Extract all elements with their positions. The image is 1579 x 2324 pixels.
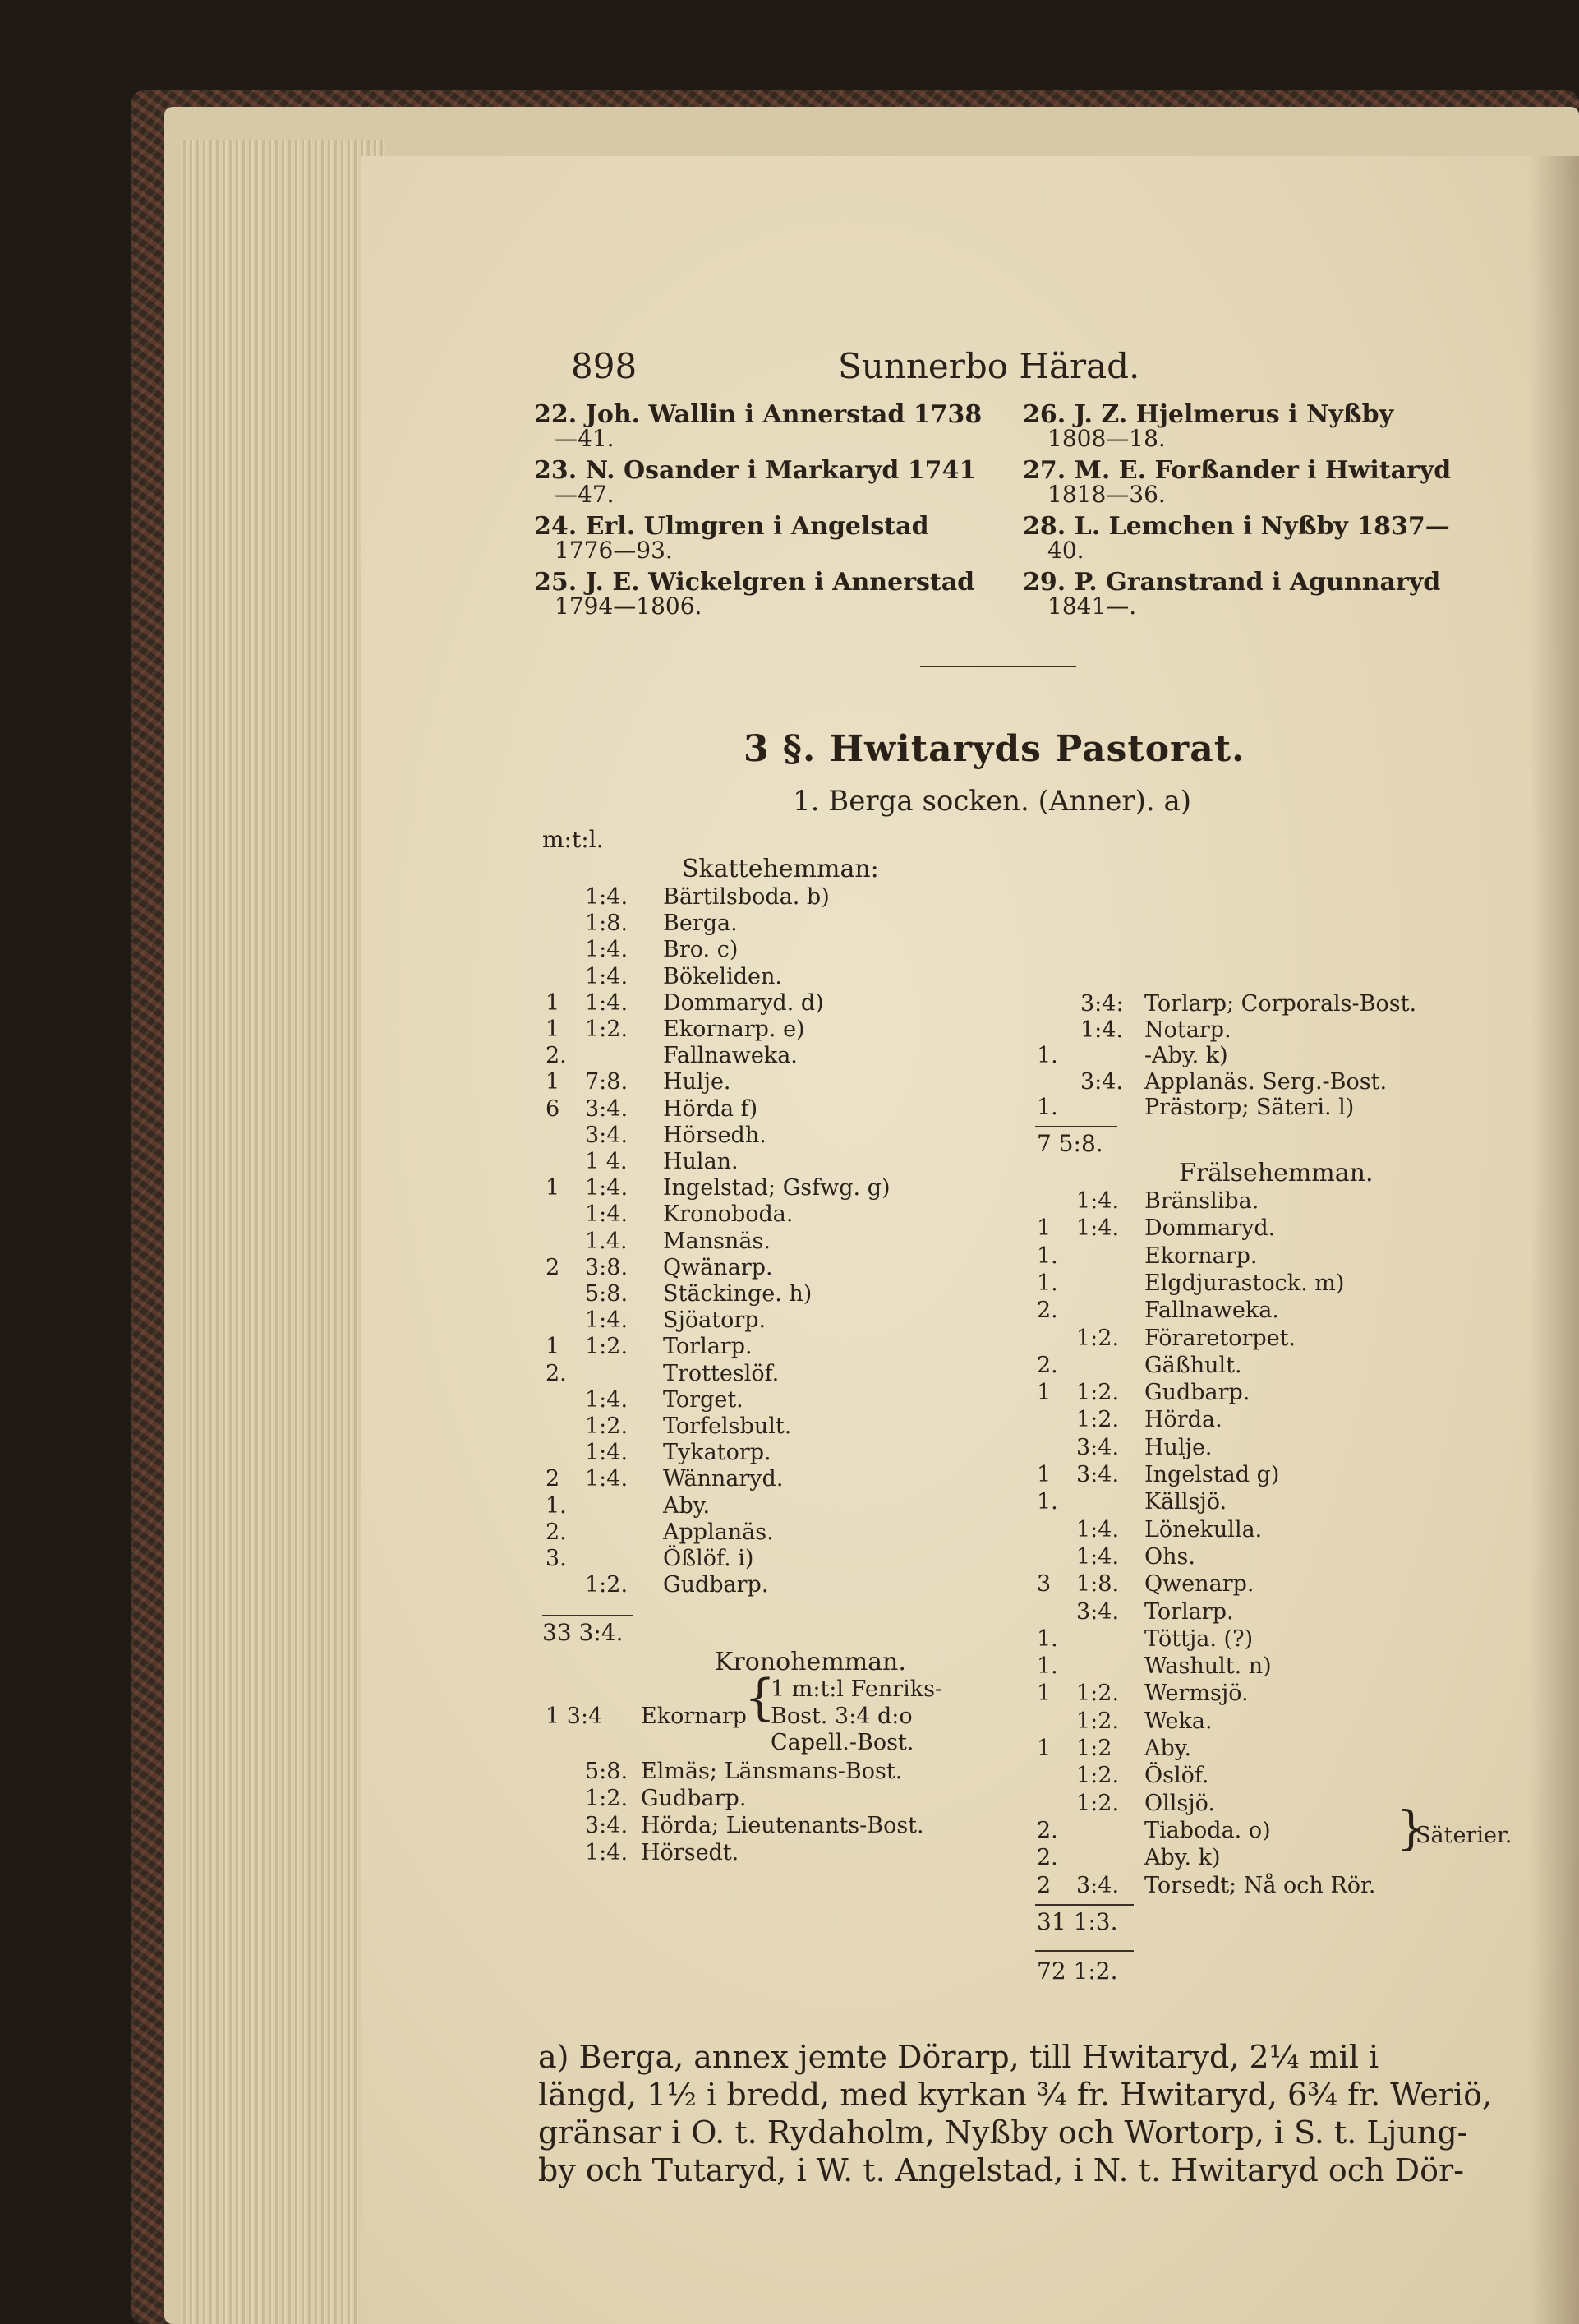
row-fraction: 3:4:	[1080, 991, 1124, 1017]
row-name: Torsedt; Nå och Rör.	[1144, 1872, 1376, 1898]
row-name: Aby. k)	[1144, 1845, 1221, 1871]
row-fraction: 3:4.	[1076, 1598, 1120, 1625]
row-fraction: 1.4.	[585, 1228, 628, 1254]
pastor-years: —41.	[555, 425, 615, 452]
row-name: Notarp.	[1144, 1017, 1231, 1043]
row-name: Washult. n)	[1144, 1653, 1272, 1680]
row-count: 2	[546, 1254, 560, 1280]
row-name: Hulje.	[1144, 1434, 1213, 1460]
page-edges	[181, 140, 386, 2324]
row-count: 1	[1037, 1681, 1052, 1707]
row-count: 2.	[1037, 1845, 1058, 1871]
row-fraction: 1:4.	[585, 1840, 628, 1865]
row-name: Hörda; Lieutenants-Bost.	[641, 1813, 924, 1838]
row-name: Aby.	[663, 1492, 711, 1519]
pastor-entry: 24. Erl. Ulmgren i Angelstad	[534, 512, 929, 541]
row-count: 1	[546, 1334, 560, 1360]
footnote-line: by och Tutaryd, i W. t. Angelstad, i N. t. Hwitaryd och Dör-	[538, 2152, 1464, 2188]
pastor-entry: 22. Joh. Wallin i Annerstad 1738	[534, 400, 983, 429]
footnote-line: a) Berga, annex jemte Dörarp, till Hwitaryd, 2¼ mil i	[538, 2039, 1379, 2075]
footnote-line: gränsar i O. t. Rydaholm, Nyßby och Wortorp, i S. t. Ljung-	[538, 2114, 1468, 2151]
total-rule	[1035, 1950, 1134, 1952]
row-name: Trotteslöf.	[663, 1360, 780, 1386]
row-count: 1.	[1037, 1653, 1058, 1680]
row-count: 6	[546, 1095, 560, 1122]
row-fraction: 1:4.	[1076, 1543, 1120, 1570]
row-fraction: 1:2.	[1076, 1681, 1120, 1707]
pastor-years: 1794—1806.	[555, 593, 702, 620]
row-name: Ingelstad g)	[1144, 1462, 1280, 1487]
row-fraction: 1:4.	[585, 1201, 628, 1228]
row-count: 1	[1037, 1215, 1052, 1242]
krono-first-name: Ekornarp	[641, 1704, 747, 1729]
unit-label: m:t:l.	[542, 826, 604, 853]
kronohemman-heading: Kronohemman.	[715, 1648, 906, 1676]
row-fraction: 3:4.	[1076, 1462, 1120, 1487]
krono-first-note-2: Bost. 3:4 d:o	[771, 1704, 913, 1729]
row-fraction: 1:2	[1076, 1736, 1112, 1761]
row-fraction: 1:2.	[1076, 1790, 1120, 1816]
row-fraction: 5:8.	[585, 1281, 628, 1307]
row-name: Bro. c)	[663, 937, 739, 963]
page-title: Sunnerbo Härad.	[838, 346, 1140, 386]
row-name: Ollsjö.	[1144, 1790, 1215, 1816]
row-name: Aby.	[1144, 1736, 1192, 1761]
row-fraction: 1:2.	[585, 1413, 628, 1439]
row-name: Torlarp.	[1144, 1598, 1234, 1625]
row-name: Torlarp; Corporals-Bost.	[1144, 991, 1417, 1017]
row-fraction: 3:4.	[1076, 1434, 1120, 1460]
row-name: Hörda f)	[663, 1095, 758, 1122]
row-fraction: 1:2.	[1076, 1763, 1120, 1789]
row-fraction: 1:4.	[1080, 1017, 1124, 1043]
row-name: Bränsliba.	[1144, 1188, 1259, 1214]
row-count: 1.	[1037, 1270, 1058, 1296]
pastor-entry: 29. P. Granstrand i Agunnaryd	[1023, 568, 1441, 597]
row-name: Qwänarp.	[663, 1254, 773, 1280]
pastor-entry: 28. L. Lemchen i Nyßby 1837—	[1023, 512, 1450, 541]
row-fraction: 1:4.	[1076, 1188, 1120, 1214]
row-fraction: 1:2.	[585, 1572, 628, 1598]
row-name: Gäßhult.	[1144, 1352, 1242, 1378]
row-count: 1.	[1037, 1243, 1058, 1269]
page-gutter-shadow	[1530, 156, 1579, 2324]
row-count: 1	[546, 1069, 560, 1095]
row-name: Qwenarp.	[1144, 1571, 1254, 1598]
skattehemman-heading: Skattehemman:	[682, 855, 879, 883]
row-fraction: 1:2.	[1076, 1708, 1120, 1734]
row-name: Stäckinge. h)	[663, 1281, 813, 1307]
row-name: Hörsedt.	[641, 1840, 739, 1865]
row-name: Ekornarp. e)	[663, 1017, 805, 1042]
row-name: Torfelsbult.	[663, 1413, 792, 1439]
row-fraction: 5:8.	[585, 1759, 628, 1784]
row-name: Tykatorp.	[663, 1440, 771, 1466]
row-count: 2.	[1037, 1817, 1058, 1843]
row-count: 1	[1037, 1380, 1052, 1406]
row-name: Dommaryd. d)	[663, 989, 824, 1016]
row-count: 3.	[546, 1546, 567, 1571]
row-fraction: 3:8.	[585, 1254, 628, 1280]
row-fraction: 1:2.	[585, 1017, 628, 1042]
row-fraction: 1 4.	[585, 1149, 628, 1174]
row-fraction: 3:4.	[1080, 1068, 1124, 1095]
row-name: Berga.	[663, 911, 738, 937]
section-title: 3 §. Hwitaryds Pastorat.	[743, 728, 1245, 770]
row-name: Ößlöf. i)	[663, 1546, 754, 1571]
row-fraction: 3:4.	[585, 1813, 628, 1838]
row-fraction: 1:4.	[585, 1386, 628, 1413]
brace: {	[744, 1669, 776, 1727]
row-name: Ohs.	[1144, 1543, 1195, 1570]
row-name: Hörda.	[1144, 1407, 1222, 1433]
row-name: Tiaboda. o)	[1144, 1817, 1271, 1843]
row-name: Föraretorpet.	[1144, 1325, 1296, 1351]
row-fraction: 3:4.	[585, 1095, 628, 1122]
row-fraction: 1:4.	[585, 937, 628, 963]
total-rule	[542, 1615, 633, 1616]
row-name: Ekornarp.	[1144, 1243, 1258, 1269]
row-count: 1.	[546, 1492, 567, 1519]
pastor-entry: 25. J. E. Wickelgren i Annerstad	[534, 568, 975, 597]
right-total-2: 72 1:2.	[1037, 1957, 1118, 1985]
row-fraction: 3:4.	[585, 1122, 628, 1148]
row-count: 1.	[1037, 1625, 1058, 1652]
subtotal-rule	[1035, 1126, 1117, 1127]
row-count: 1	[546, 989, 560, 1016]
row-name: Applanäs. Serg.-Bost.	[1144, 1068, 1388, 1095]
row-name: Hörsedh.	[663, 1122, 766, 1148]
row-count: 1.	[1037, 1043, 1058, 1068]
row-fraction: 1:4.	[585, 1307, 628, 1334]
row-fraction: 1:2.	[1076, 1407, 1120, 1433]
pastor-entry: 26. J. Z. Hjelmerus i Nyßby	[1023, 400, 1394, 429]
row-name: Gudbarp.	[641, 1786, 747, 1811]
total-rule	[1035, 1904, 1134, 1906]
row-name: Mansnäs.	[663, 1228, 771, 1254]
krono-first-note-3: Capell.-Bost.	[771, 1730, 914, 1755]
row-name: Öslöf.	[1144, 1763, 1209, 1789]
row-name: Fallnaweka.	[663, 1043, 798, 1069]
row-name: Töttja. (?)	[1144, 1625, 1254, 1652]
row-fraction: 1:4.	[585, 989, 628, 1016]
row-name: Torget.	[663, 1386, 743, 1413]
pastor-years: 1841—.	[1047, 593, 1137, 620]
row-count: 2	[546, 1466, 560, 1492]
pastor-years: —47.	[555, 481, 615, 508]
krono-first-fraction: 1 3:4	[546, 1704, 603, 1729]
row-fraction: 1:4.	[1076, 1516, 1120, 1542]
row-fraction: 1:4.	[1076, 1215, 1120, 1242]
row-fraction: 1:4.	[585, 1466, 628, 1492]
row-count: 2.	[546, 1360, 567, 1386]
row-fraction: 1:4.	[585, 1440, 628, 1466]
row-fraction: 1:4.	[585, 963, 628, 989]
left-total: 33 3:4.	[542, 1619, 624, 1646]
row-count: 1.	[1037, 1095, 1058, 1120]
pastor-entry: 27. M. E. Forßander i Hwitaryd	[1023, 456, 1452, 485]
row-fraction: 1:4.	[585, 1175, 628, 1201]
divider	[920, 666, 1076, 667]
krono-first-note-1: 1 m:t:l Fenriks-	[771, 1676, 943, 1702]
row-count: 2.	[546, 1043, 567, 1069]
row-fraction: 1:8.	[585, 911, 628, 937]
row-fraction: 1:2.	[585, 1786, 628, 1811]
row-name: Ingelstad; Gsfwg. g)	[663, 1175, 891, 1201]
row-fraction: 1:2.	[1076, 1325, 1120, 1351]
row-name: Wermsjö.	[1144, 1681, 1249, 1707]
pastor-years: 1818—36.	[1047, 481, 1166, 508]
row-fraction: 1:4.	[585, 884, 628, 910]
saterier-label: Säterier.	[1416, 1823, 1512, 1848]
row-name: Hulje.	[663, 1069, 731, 1095]
right-total-1: 31 1:3.	[1037, 1908, 1118, 1935]
row-name: -Aby. k)	[1144, 1043, 1228, 1068]
row-count: 2.	[1037, 1352, 1058, 1378]
row-name: Hulan.	[663, 1149, 739, 1174]
row-fraction: 1:2.	[585, 1334, 628, 1360]
row-name: Applanäs.	[663, 1519, 774, 1545]
row-name: Sjöatorp.	[663, 1307, 766, 1334]
row-count: 2	[1037, 1872, 1052, 1898]
right-subtotal: 7 5:8.	[1037, 1130, 1103, 1157]
row-fraction: 1:8.	[1076, 1571, 1120, 1598]
row-name: Fallnaweka.	[1144, 1298, 1279, 1324]
row-name: Gudbarp.	[1144, 1380, 1250, 1406]
fralsehemman-heading: Frälsehemman.	[1179, 1159, 1374, 1187]
row-name: Elgdjurastock. m)	[1144, 1270, 1345, 1296]
footnote-line: längd, 1½ i bredd, med kyrkan ¾ fr. Hwitaryd, 6¾ fr. Weriö,	[538, 2077, 1493, 2113]
row-name: Dommaryd.	[1144, 1215, 1276, 1242]
row-fraction: 1:2.	[1076, 1380, 1120, 1406]
brace: }	[1397, 1802, 1426, 1856]
row-name: Wännaryd.	[663, 1466, 784, 1492]
row-name: Källsjö.	[1144, 1489, 1227, 1515]
row-name: Weka.	[1144, 1708, 1213, 1734]
row-name: Bökeliden.	[663, 963, 782, 989]
row-name: Torlarp.	[663, 1334, 753, 1360]
row-fraction: 3:4.	[1076, 1872, 1120, 1898]
row-count: 1	[1037, 1736, 1052, 1761]
row-count: 2.	[546, 1519, 567, 1545]
section-subtitle: 1. Berga socken. (Anner). a)	[793, 785, 1192, 818]
row-fraction: 7:8.	[585, 1069, 628, 1095]
row-name: Lönekulla.	[1144, 1516, 1263, 1542]
page-number: 898	[571, 346, 638, 386]
pastor-entry: 23. N. Osander i Markaryd 1741	[534, 456, 977, 485]
row-count: 2.	[1037, 1298, 1058, 1324]
row-name: Bärtilsboda. b)	[663, 884, 830, 910]
row-name: Kronoboda.	[663, 1201, 794, 1228]
row-count: 1.	[1037, 1489, 1058, 1515]
pastor-years: 1808—18.	[1047, 425, 1166, 452]
row-name: Elmäs; Länsmans-Bost.	[641, 1759, 903, 1784]
row-name: Prästorp; Säteri. l)	[1144, 1095, 1355, 1120]
row-name: Gudbarp.	[663, 1572, 769, 1598]
row-count: 3	[1037, 1571, 1052, 1598]
row-count: 1	[546, 1017, 560, 1042]
pastor-years: 40.	[1047, 537, 1084, 564]
pastor-years: 1776—93.	[555, 537, 673, 564]
book-page	[361, 156, 1579, 2324]
row-count: 1	[1037, 1462, 1052, 1487]
row-count: 1	[546, 1175, 560, 1201]
